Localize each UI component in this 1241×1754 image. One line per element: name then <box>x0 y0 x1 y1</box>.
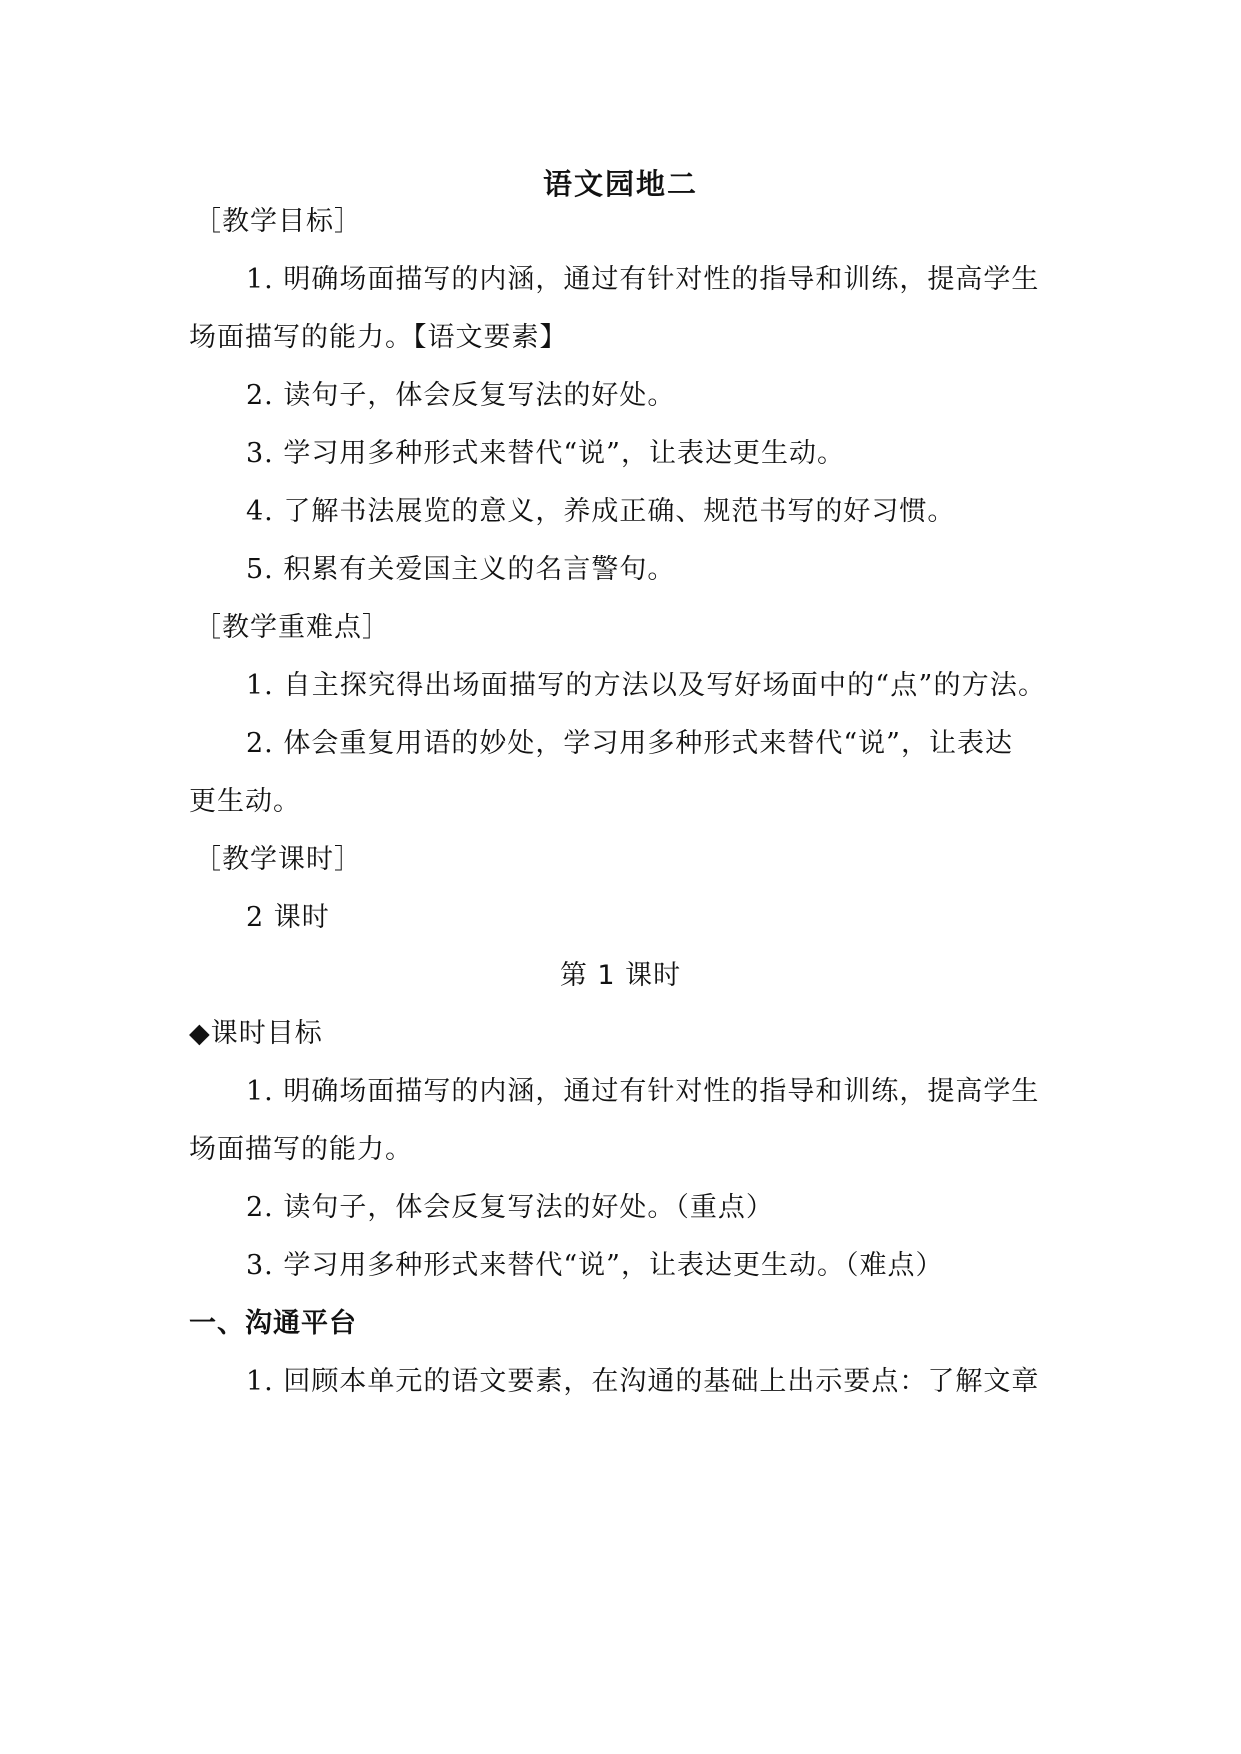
hours-heading: ［教学课时］ <box>194 844 362 875</box>
keypoint-line-3: 更生动。 <box>189 786 301 817</box>
lesson1-goal-line-4: 3. 学习用多种形式来替代“说”，让表达更生动。（难点） <box>246 1250 944 1281</box>
lesson1-title: 第 1 课时 <box>559 960 682 991</box>
page-title: 语文园地二 <box>542 167 698 201</box>
lesson1-goal-line-1: 1. 明确场面描写的内涵，通过有针对性的指导和训练，提高学生 <box>246 1076 1040 1107</box>
part1-heading: 一、沟通平台 <box>189 1308 357 1339</box>
lesson1-goal-line-3: 2. 读句子，体会反复写法的好处。（重点） <box>246 1192 774 1223</box>
hours-value: 2 课时 <box>246 902 330 933</box>
objective-line-3: 2. 读句子，体会反复写法的好处。 <box>246 380 676 411</box>
keypoint-line-1: 1. 自主探究得出场面描写的方法以及写好场面中的“点”的方法。 <box>246 670 1046 701</box>
objective-line-5: 4. 了解书法展览的意义，养成正确、规范书写的好习惯。 <box>246 496 956 527</box>
lesson1-goal-heading: ◆课时目标 <box>189 1018 323 1049</box>
lesson1-goal-line-2: 场面描写的能力。 <box>189 1134 413 1165</box>
objective-line-4: 3. 学习用多种形式来替代“说”，让表达更生动。 <box>246 438 845 469</box>
objectives-heading: ［教学目标］ <box>194 206 362 237</box>
part1-line-1: 1. 回顾本单元的语文要素，在沟通的基础上出示要点：了解文章 <box>246 1366 1040 1397</box>
objective-line-6: 5. 积累有关爱国主义的名言警句。 <box>246 554 676 585</box>
objective-line-2: 场面描写的能力。【语文要素】 <box>189 322 568 353</box>
objective-line-1: 1. 明确场面描写的内涵，通过有针对性的指导和训练，提高学生 <box>246 264 1040 295</box>
keypoints-heading: ［教学重难点］ <box>194 612 390 643</box>
keypoint-line-2: 2. 体会重复用语的妙处，学习用多种形式来替代“说”，让表达 <box>246 728 1013 759</box>
